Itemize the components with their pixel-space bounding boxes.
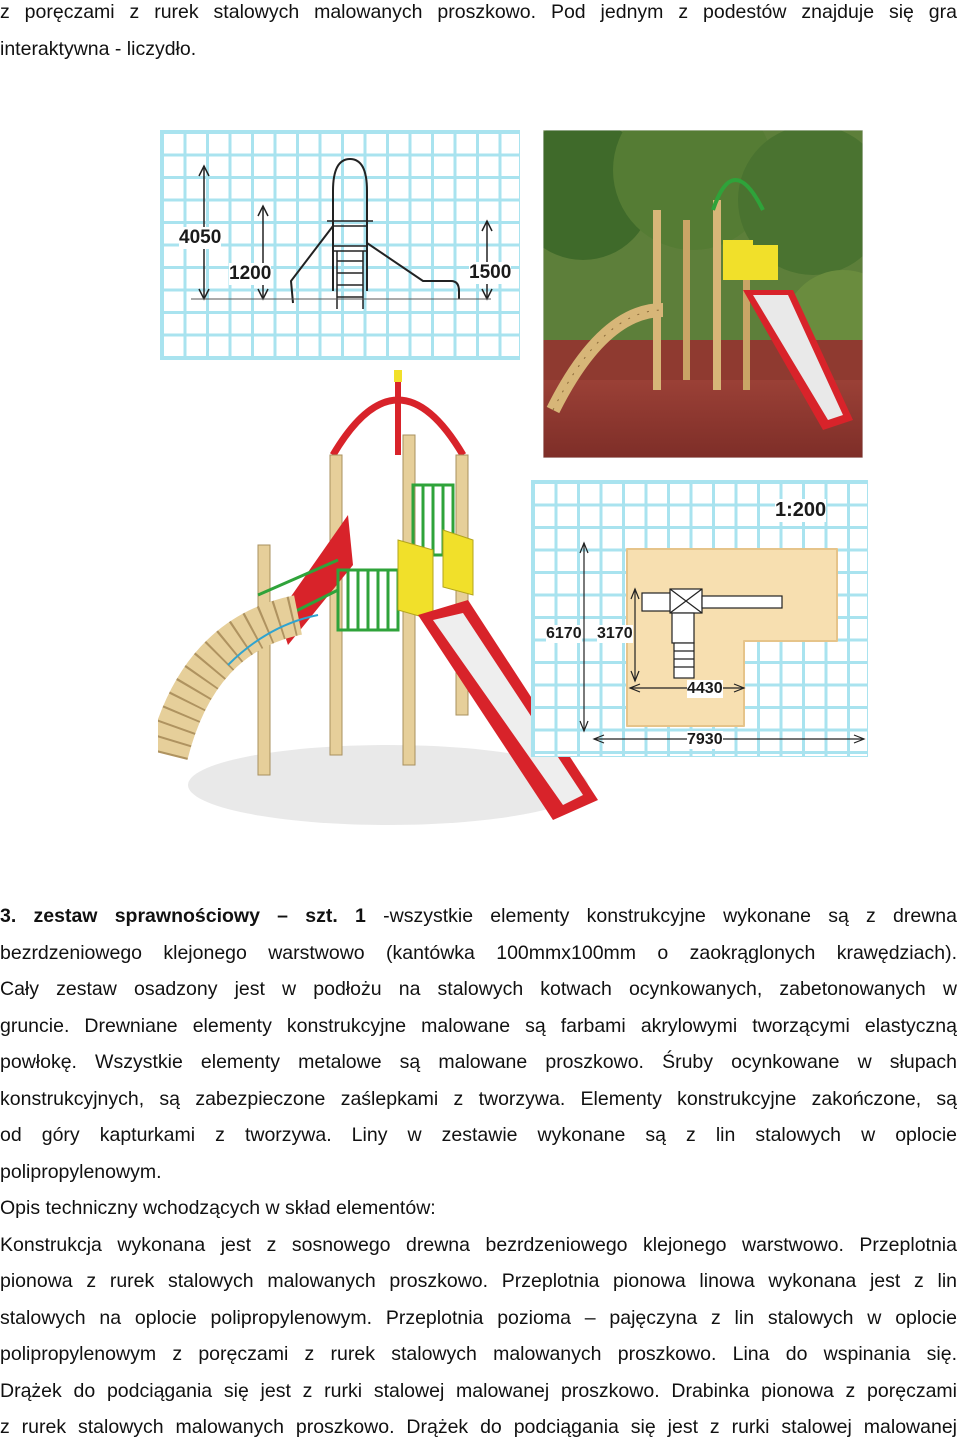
body-line: Konstrukcja wykonana jest z sosnowego drewna bezrdzeniowego klejonego warstwowo. Przeplotnia <box>0 1233 957 1256</box>
intro-line: z poręczami z rurek stalowych malowanych proszkowo. Pod jednym z podestów znajduje się gra <box>0 1 957 23</box>
dim-4430: 4430 <box>687 680 723 697</box>
body-line: konstrukcyjnych, są zabezpieczone zaślepkami z tworzywa. Elementy konstrukcyjne zakończone, są <box>0 1087 957 1110</box>
section-heading-line <box>0 898 957 935</box>
body-line: pionowa z rurek stalowych malowanych proszkowo. Przeplotnia pionowa linowa wykonana jest z lin <box>0 1270 957 1292</box>
body-line: Cały zestaw osadzony jest w podłożu na stalowych kotwach ocynkowanych, zabetonowanych w <box>0 978 957 1000</box>
body-line: Drążek do podciągania się jest z rurki stalowej malowanej proszkowo. Drabinka pionowa z poręczami <box>0 1379 957 1402</box>
body-line: z rurek stalowych malowanych proszkowo. Drążek do podciągania się jest z rurki stalowej malowanej <box>0 1416 957 1438</box>
body-line: stalowych na oplocie polipropylenowym. Przeplotnia pozioma – pajęczyna z lin stalowych w oplocie <box>0 1306 957 1329</box>
dim-6170: 6170 <box>546 625 582 642</box>
plan-scale: 1:200 <box>775 499 827 521</box>
intro-line: interaktywna - liczydło. <box>0 37 197 60</box>
body-line: od góry kapturkami z tworzywa. Liny w zestawie wykonane są z lin stalowych w oplocie <box>0 1124 957 1146</box>
body-line: polipropylenowym. <box>0 1160 162 1183</box>
section-3-text <box>0 898 957 1446</box>
dim-1200: 1200 <box>229 263 272 284</box>
intro-paragraph <box>0 0 957 67</box>
dim-7930: 7930 <box>687 731 723 748</box>
plan-view-drawing <box>531 480 868 757</box>
dim-3170: 3170 <box>597 625 633 642</box>
body-line: Opis techniczny wchodzących w skład elementów: <box>0 1197 436 1219</box>
section-heading-rest: -wszystkie elementy konstrukcyjne wykonane są z drewna <box>365 905 957 927</box>
body-line: bezrdzeniowego klejonego warstwowo (kantówka 100mmx100mm o zaokrąglonych krawędziach). <box>0 941 957 964</box>
body-line: polipropylenowym z poręczami z rurek stalowych malowanych proszkowo. Lina do wspinania się. <box>0 1343 957 1365</box>
dim-4050: 4050 <box>179 227 222 248</box>
side-elevation-drawing <box>160 130 520 360</box>
dim-1500: 1500 <box>469 262 512 283</box>
plan-view-lines <box>532 481 867 756</box>
body-line: powłokę. Wszystkie elementy metalowe są malowane proszkowo. Śruby ocynkowane w słupach <box>0 1051 957 1073</box>
section-title: zestaw sprawnościowy – szt. 1 <box>33 905 366 927</box>
section-number: 3. <box>0 905 17 927</box>
body-line: gruncie. Drewniane elementy konstrukcyjne malowane są farbami akrylowymi tworzącymi elastyczną <box>0 1014 957 1037</box>
